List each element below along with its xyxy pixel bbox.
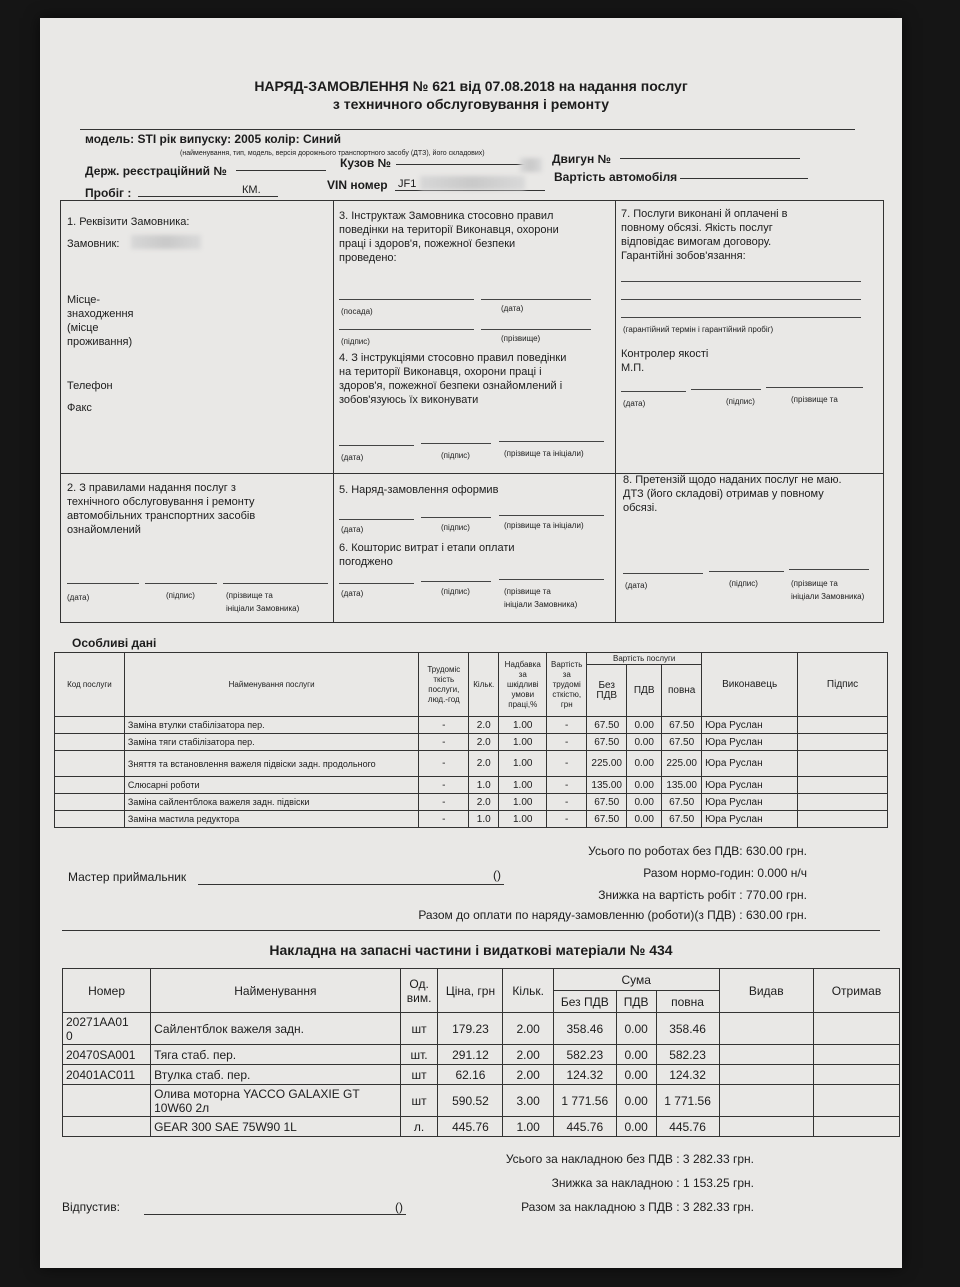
part-name: Олива моторна YACCO GALAXIE GT 10W60 2л	[151, 1085, 401, 1117]
service-full: 225.00	[662, 751, 702, 777]
part-received	[813, 1065, 899, 1085]
box7-caption-sign: (підпис)	[726, 397, 755, 406]
part-unit: шт	[400, 1085, 438, 1117]
box8-text: 8. Претензій щодо наданих послуг не маю. ДТЗ (його складові) отримав у повному обсязі.	[623, 474, 842, 514]
service-executor: Юра Руслан	[702, 811, 798, 828]
service-labor: -	[419, 811, 469, 828]
service-labor: -	[419, 734, 469, 751]
col-qty: Кільк.	[469, 653, 499, 717]
col-issued: Видав	[719, 969, 813, 1013]
col-received: Отримав	[813, 969, 899, 1013]
col-part-name: Найменування	[151, 969, 401, 1013]
box2-caption-date: (дата)	[67, 593, 90, 602]
part-name: Тяга стаб. пер.	[151, 1045, 401, 1065]
service-qty: 1.0	[469, 811, 499, 828]
part-vat: 0.00	[616, 1065, 656, 1085]
part-no-vat: 582.23	[553, 1045, 616, 1065]
col-vat: ПДВ	[627, 665, 662, 717]
service-qty: 1.0	[469, 777, 499, 794]
services-table	[54, 652, 888, 828]
mileage-line	[138, 196, 278, 197]
box4-date-line	[339, 445, 414, 446]
part-vat: 0.00	[616, 1117, 656, 1137]
released-by-label: Відпустив:	[62, 1200, 120, 1214]
box5-sign-line	[421, 517, 491, 518]
part-name: Втулка стаб. пер.	[151, 1065, 401, 1085]
box4-text: 4. З інструкціями стосовно правил поведінки на території Виконавця, охорони праці і здоров'я, пожежної безпеки ознайомлений і зобов'язуюсь їх виконувати	[339, 352, 567, 406]
box7-sign-line	[691, 389, 761, 390]
part-no-vat: 124.32	[553, 1065, 616, 1085]
service-vat: 0.00	[627, 751, 662, 777]
part-qty: 3.00	[503, 1085, 553, 1117]
service-no-vat: 225.00	[587, 751, 627, 777]
col-signature: Підпис	[798, 653, 888, 717]
box8-caption-name: (прізвище та ініціали Замовника)	[791, 579, 865, 601]
box3-caption-sign: (підпис)	[341, 337, 370, 346]
parts-table	[62, 968, 900, 1137]
part-received	[813, 1045, 899, 1065]
col-part-vat: ПДВ	[616, 991, 656, 1013]
box6-text: 6. Кошторис витрат і етапи оплати погоджено	[339, 542, 515, 568]
service-executor: Юра Руслан	[702, 717, 798, 734]
service-labor-cost: -	[547, 794, 587, 811]
customer-label: Замовник:	[67, 238, 120, 250]
box3-caption-date: (дата)	[501, 304, 524, 313]
vehicle-model-line: модель: STI рік випуску: 2005 колір: Синий	[85, 132, 341, 146]
part-received	[813, 1085, 899, 1117]
mileage-unit: КМ.	[242, 184, 261, 196]
service-no-vat: 67.50	[587, 794, 627, 811]
part-vat: 0.00	[616, 1013, 656, 1045]
part-no-vat: 358.46	[553, 1013, 616, 1045]
engine-number-label: Двигун №	[552, 152, 611, 166]
part-price: 291.12	[438, 1045, 503, 1065]
col-part-no-vat: Без ПДВ	[553, 991, 616, 1013]
part-qty: 1.00	[503, 1117, 553, 1137]
services-rows	[55, 717, 888, 828]
service-vat: 0.00	[627, 777, 662, 794]
parts-total-no-vat: Усього за накладною без ПДВ : 3 282.33 грн.	[505, 1152, 754, 1166]
service-full: 67.50	[662, 794, 702, 811]
service-signature	[798, 751, 888, 777]
box7-line-3	[621, 317, 861, 318]
service-name: Заміна тяги стабілізатора пер.	[124, 734, 418, 751]
col-labor-cost: Вартість за трудомі сткістю, грн	[547, 653, 587, 717]
part-received	[813, 1013, 899, 1045]
fax-label: Факс	[67, 402, 92, 414]
engine-number-line	[620, 158, 800, 159]
service-executor: Юра Руслан	[702, 777, 798, 794]
service-full: 67.50	[662, 811, 702, 828]
box3-name-line	[481, 329, 591, 330]
service-no-vat: 67.50	[587, 811, 627, 828]
box7-date-line	[621, 391, 686, 392]
redacted-customer	[131, 235, 201, 249]
box4-name-line	[499, 441, 604, 442]
part-number	[63, 1117, 151, 1137]
service-labor: -	[419, 777, 469, 794]
service-vat: 0.00	[627, 734, 662, 751]
part-qty: 2.00	[503, 1065, 553, 1085]
service-name: Заміна мастила редуктора	[124, 811, 418, 828]
parts-total-with-vat: Разом за накладною з ПДВ : 3 282.33 грн.	[521, 1200, 754, 1214]
part-name: Сайлентблок важеля задн.	[151, 1013, 401, 1045]
parts-discount: Знижка за накладною : 1 153.25 грн.	[551, 1176, 754, 1190]
part-price: 179.23	[438, 1013, 503, 1045]
service-code	[55, 794, 125, 811]
col-surcharge: Надбавка за шкідливі умови праці,%	[499, 653, 547, 717]
service-labor: -	[419, 717, 469, 734]
part-row	[63, 1065, 900, 1085]
col-part-number: Номер	[63, 969, 151, 1013]
redacted-body-number	[520, 158, 542, 172]
col-executor: Виконавець	[702, 653, 798, 717]
part-received	[813, 1117, 899, 1137]
service-signature	[798, 794, 888, 811]
service-code	[55, 777, 125, 794]
vin-line	[395, 190, 545, 191]
service-labor: -	[419, 751, 469, 777]
part-row	[63, 1013, 900, 1045]
box7-caption-date: (дата)	[623, 399, 646, 408]
service-labor-cost: -	[547, 777, 587, 794]
service-executor: Юра Руслан	[702, 751, 798, 777]
service-name: Заміна сайлентблока важеля задн. підвіски	[124, 794, 418, 811]
box2-caption-sign: (підпис)	[166, 591, 195, 600]
grid-divider-1	[333, 201, 334, 622]
service-row	[55, 734, 888, 751]
master-line	[198, 884, 504, 885]
service-surcharge: 1.00	[499, 811, 547, 828]
service-labor-cost: -	[547, 811, 587, 828]
service-labor-cost: -	[547, 751, 587, 777]
box3-caption-name: (прізвище)	[501, 334, 541, 343]
part-number: 20401AC011	[63, 1065, 151, 1085]
box6-caption-sign: (підпис)	[441, 587, 470, 596]
box5-name-line	[499, 515, 604, 516]
part-vat: 0.00	[616, 1085, 656, 1117]
box3-position-line	[339, 299, 474, 300]
part-vat: 0.00	[616, 1045, 656, 1065]
box3-text: 3. Інструктаж Замовника стосовно правил поведінки на території Виконавця, охорони праці і здоров'я, пожежної безпеки проведено:	[339, 210, 559, 264]
service-signature	[798, 734, 888, 751]
col-no-vat: Без ПДВ	[587, 665, 627, 717]
service-code	[55, 717, 125, 734]
box5-caption-sign: (підпис)	[441, 523, 470, 532]
box1-title: 1. Реквізити Замовника:	[67, 216, 190, 228]
document-title: НАРЯД-ЗАМОВЛЕННЯ № 621 від 07.08.2018 на надання послуг	[254, 78, 688, 94]
service-qty: 2.0	[469, 717, 499, 734]
box6-sign-line	[421, 581, 491, 582]
service-qty: 2.0	[469, 751, 499, 777]
norm-hours-total: Разом нормо-годин: 0.000 н/ч	[643, 866, 807, 880]
box7-line-1	[621, 281, 861, 282]
car-cost-label: Вартість автомобіля	[554, 170, 678, 184]
part-full: 124.32	[656, 1065, 719, 1085]
part-issued	[719, 1045, 813, 1065]
service-executor: Юра Руслан	[702, 734, 798, 751]
works-discount: Знижка на вартість робіт : 770.00 грн.	[598, 888, 807, 902]
part-unit: л.	[400, 1117, 438, 1137]
col-sum: Сума	[553, 969, 719, 991]
box6-name-line	[499, 579, 604, 580]
part-qty: 2.00	[503, 1013, 553, 1045]
box3-sign-line	[339, 329, 474, 330]
released-by-paren: ()	[395, 1200, 403, 1214]
box5-text: 5. Наряд-замовлення оформив	[339, 484, 499, 496]
service-name: Зняття та встановлення важеля підвіски задн. продольного	[124, 751, 418, 777]
box2-name-line	[223, 583, 328, 584]
location-label: Місце- знаходження (місце проживання)	[67, 294, 134, 348]
service-surcharge: 1.00	[499, 717, 547, 734]
part-price: 590.52	[438, 1085, 503, 1117]
col-service-name: Найменування послуги	[124, 653, 418, 717]
part-name: GEAR 300 SAE 75W90 1L	[151, 1117, 401, 1137]
part-unit: шт	[400, 1065, 438, 1085]
service-row	[55, 811, 888, 828]
part-row	[63, 1117, 900, 1137]
body-number-line	[396, 164, 526, 165]
box8-caption-date: (дата)	[625, 581, 648, 590]
box7-text: 7. Послуги виконані й оплачені в повному обсязі. Якість послуг відповідає вимогам договору. Гарантійні зобов'язання:	[621, 208, 788, 262]
box5-date-line	[339, 519, 414, 520]
col-part-qty: Кільк.	[503, 969, 553, 1013]
box7-line-2	[621, 299, 861, 300]
part-full: 1 771.56	[656, 1085, 719, 1117]
document-sheet	[40, 18, 902, 1268]
box4-caption-date: (дата)	[341, 453, 364, 462]
service-vat: 0.00	[627, 794, 662, 811]
service-full: 67.50	[662, 734, 702, 751]
reg-number-label: Держ. реєстраційний №	[85, 164, 227, 178]
box3-caption-position: (посада)	[341, 307, 373, 316]
service-signature	[798, 717, 888, 734]
part-no-vat: 1 771.56	[553, 1085, 616, 1117]
released-by-line	[144, 1214, 406, 1215]
col-price: Ціна, грн	[438, 969, 503, 1013]
col-service-cost: Вартість послуги	[587, 653, 702, 665]
service-qty: 2.0	[469, 734, 499, 751]
service-code	[55, 734, 125, 751]
box5-caption-name: (прізвище та ініціали)	[504, 521, 584, 530]
model-caption: (найменування, тип, модель, версія дорожнього транспортного засобу (ДТЗ), його складових)	[180, 150, 485, 157]
service-labor: -	[419, 794, 469, 811]
part-row	[63, 1085, 900, 1117]
service-signature	[798, 777, 888, 794]
service-surcharge: 1.00	[499, 734, 547, 751]
box2-date-line	[67, 583, 139, 584]
service-no-vat: 67.50	[587, 734, 627, 751]
box4-caption-sign: (підпис)	[441, 451, 470, 460]
part-price: 445.76	[438, 1117, 503, 1137]
mileage-label: Пробіг :	[85, 186, 132, 200]
reg-number-line	[236, 170, 326, 171]
box7-name-line	[766, 387, 863, 388]
service-qty: 2.0	[469, 794, 499, 811]
service-code	[55, 751, 125, 777]
col-full: повна	[662, 665, 702, 717]
col-service-code: Код послуги	[55, 653, 125, 717]
box8-name-line	[789, 569, 869, 570]
service-surcharge: 1.00	[499, 777, 547, 794]
service-row	[55, 794, 888, 811]
box6-date-line	[339, 583, 414, 584]
car-cost-line	[680, 178, 808, 179]
works-total-no-vat: Усього по роботах без ПДВ: 630.00 грн.	[588, 844, 807, 858]
box8-caption-sign: (підпис)	[729, 579, 758, 588]
col-unit: Од. вим.	[400, 969, 438, 1013]
box2-caption-name: (прізвище та ініціали Замовника)	[226, 591, 300, 613]
vin-label: VIN номер	[327, 178, 388, 192]
vin-value: JF1	[398, 178, 417, 190]
service-name: Слюсарні роботи	[124, 777, 418, 794]
part-number	[63, 1085, 151, 1117]
quality-controller: Контролер якості М.П.	[621, 348, 709, 374]
box8-date-line	[623, 573, 703, 574]
service-labor-cost: -	[547, 734, 587, 751]
special-data-title: Особливі дані	[72, 636, 157, 650]
col-part-full: повна	[656, 991, 719, 1013]
part-full: 445.76	[656, 1117, 719, 1137]
service-signature	[798, 811, 888, 828]
service-row	[55, 717, 888, 734]
agreement-grid	[60, 200, 884, 623]
part-no-vat: 445.76	[553, 1117, 616, 1137]
service-full: 135.00	[662, 777, 702, 794]
box8-sign-line	[709, 571, 784, 572]
part-issued	[719, 1065, 813, 1085]
service-vat: 0.00	[627, 811, 662, 828]
body-number-label: Кузов №	[340, 156, 391, 170]
service-no-vat: 135.00	[587, 777, 627, 794]
part-issued	[719, 1085, 813, 1117]
box4-sign-line	[421, 443, 491, 444]
service-full: 67.50	[662, 717, 702, 734]
works-total-with-vat: Разом до оплати по наряду-замовленню (роботи)(з ПДВ) : 630.00 грн.	[418, 908, 807, 922]
part-row	[63, 1045, 900, 1065]
service-surcharge: 1.00	[499, 794, 547, 811]
part-unit: шт	[400, 1013, 438, 1045]
col-labor: Трудоміс ткість послуги, люд.-год	[419, 653, 469, 717]
parts-invoice-title: Накладна на запасні частини і видаткові матеріали № 434	[269, 942, 673, 958]
box2-text: 2. З правилами надання послуг з технічного обслуговування і ремонту автомобільних транспортних засобів ознайомлений	[67, 482, 256, 536]
box3-date-line	[481, 299, 591, 300]
redacted-vin	[420, 176, 525, 190]
box4-caption-name: (прізвище та ініціали)	[504, 449, 584, 458]
phone-label: Телефон	[67, 380, 113, 392]
part-number: 20470SA001	[63, 1045, 151, 1065]
box7-caption-warranty: (гарантійний термін і гарантійний пробіг)	[623, 325, 774, 334]
part-full: 582.23	[656, 1045, 719, 1065]
box2-sign-line	[145, 583, 217, 584]
master-paren: ()	[493, 868, 501, 882]
service-no-vat: 67.50	[587, 717, 627, 734]
part-issued	[719, 1117, 813, 1137]
service-labor-cost: -	[547, 717, 587, 734]
part-unit: шт.	[400, 1045, 438, 1065]
part-issued	[719, 1013, 813, 1045]
service-name: Заміна втулки стабілізатора пер.	[124, 717, 418, 734]
model-underline	[80, 129, 855, 130]
section-divider	[62, 930, 880, 931]
part-price: 62.16	[438, 1065, 503, 1085]
service-surcharge: 1.00	[499, 751, 547, 777]
document-subtitle: з техничного обслуговування і ремонту	[332, 96, 610, 112]
service-row	[55, 777, 888, 794]
box5-caption-date: (дата)	[341, 525, 364, 534]
part-number: 20271AA01 0	[63, 1013, 151, 1045]
box7-caption-name: (прізвище та	[791, 395, 838, 404]
box6-caption-date: (дата)	[341, 589, 364, 598]
grid-divider-2	[615, 201, 616, 622]
box6-caption-name: (прізвище та ініціали Замовника)	[504, 587, 578, 609]
part-qty: 2.00	[503, 1045, 553, 1065]
service-code	[55, 811, 125, 828]
service-vat: 0.00	[627, 717, 662, 734]
parts-rows	[63, 1013, 900, 1137]
service-row	[55, 751, 888, 777]
master-label: Мастер приймальник	[68, 870, 187, 884]
service-executor: Юра Руслан	[702, 794, 798, 811]
part-full: 358.46	[656, 1013, 719, 1045]
